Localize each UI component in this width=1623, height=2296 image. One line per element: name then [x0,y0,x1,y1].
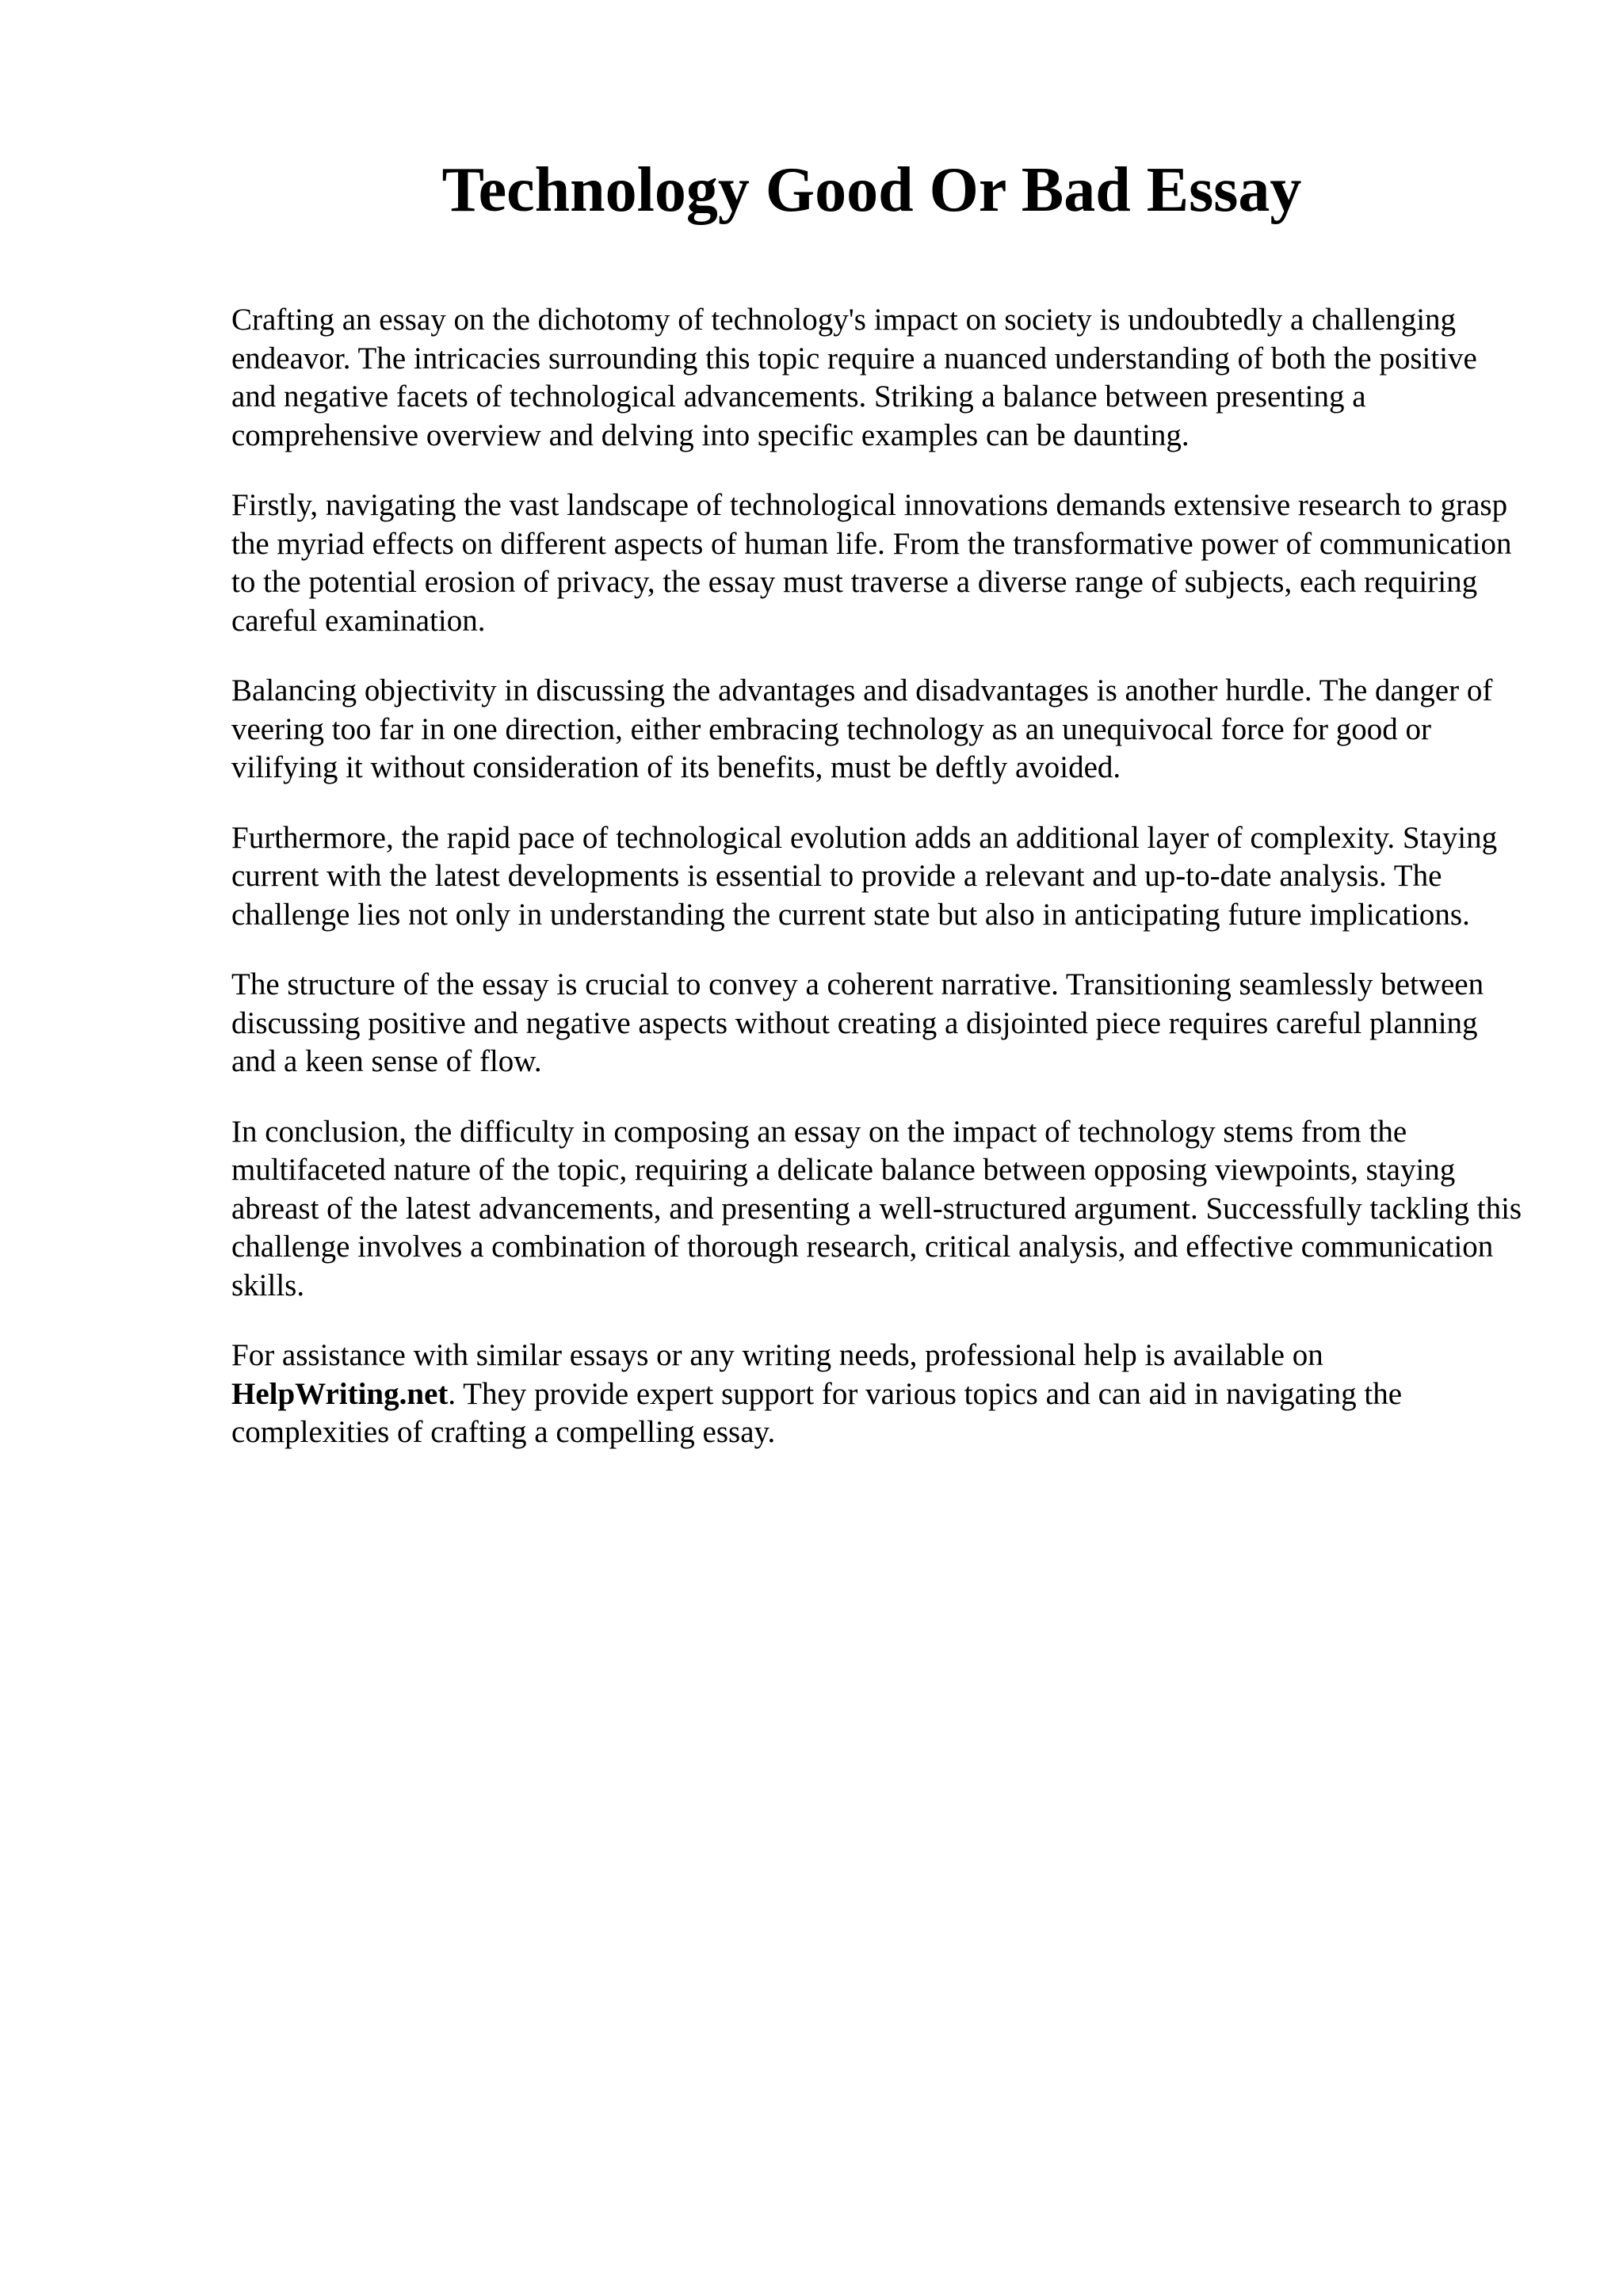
paragraph-structure: The structure of the essay is crucial to convey a coherent narrative. Transitioning seamlessly between discussing positive and negative aspects without creating a disjointed piece requires careful planning and a keen sense of flow. [231,967,1484,1078]
paragraph-conclusion: In conclusion, the difficulty in composing an essay on the impact of technology stems from the multifaceted nature of the topic, requiring a delicate balance between opposing viewpoints, staying abreast of the latest advancements, and presenting a well-structured argument. Successfully tackling this challenge involves a combination of thorough research, critical analysis, and effective communication skills. [231,1114,1522,1302]
assistance-text-after: . They provide expert support for various topics and can aid in navigating the complexities of crafting a compelling essay. [231,1376,1403,1449]
paragraph-objectivity: Balancing objectivity in discussing the advantages and disadvantages is another hurdle. The danger of veering too far in one direction, either embracing technology as an unequivocal force for good or vilifying it without consideration of its benefits, must be deftly avoided. [231,673,1493,784]
assistance-text-before: For assistance with similar essays or any writing needs, professional help is available on [231,1338,1323,1372]
paragraph-pace: Furthermore, the rapid pace of technological evolution adds an additional layer of complexity. Staying current with the latest developments is essential to provide a relevant and up-to-date analysis. The challenge lies not only in understanding the current state but also in anticipating future implications. [231,820,1498,932]
paragraph-intro: Crafting an essay on the dichotomy of technology's impact on society is undoubtedly a challenging endeavor. The intricacies surrounding this topic require a nuanced understanding of both the positive and negative facets of technological advancements. Striking a balance between presenting a comprehensive overview and delving into specific examples can be daunting. [231,303,1477,452]
paragraph-assistance [231,1337,1523,1452]
document-title: Technology Good Or Bad Essay [441,155,1302,225]
helpwriting-link[interactable]: HelpWriting.net [231,1376,449,1411]
paragraph-research: Firstly, navigating the vast landscape of technological innovations demands extensive research to grasp the myriad effects on different aspects of human life. From the transformative power of communication to the potential erosion of privacy, the essay must traverse a diverse range of subjects, each requiring careful examination. [231,488,1512,638]
document-body [231,301,1523,1452]
